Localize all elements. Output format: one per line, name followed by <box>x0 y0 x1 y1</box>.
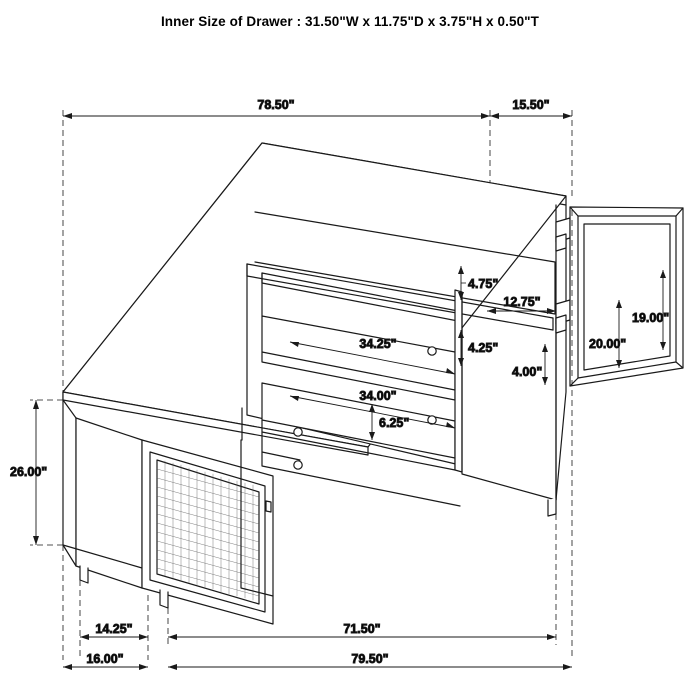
dim-label-overall-height: 26.00" <box>10 465 48 479</box>
cabinet-left-side <box>63 400 142 588</box>
open-right-door <box>570 207 683 386</box>
cabinet-leg-right <box>548 498 556 516</box>
dim-label-drawer-height-upper: 4.25" <box>468 341 499 355</box>
dim-lower-gap <box>542 344 548 385</box>
dim-label-door-swing-width: 15.50" <box>512 98 550 112</box>
dim-label-upper-shelf-height: 4.75" <box>468 277 499 291</box>
page-title: Inner Size of Drawer : 31.50"W x 11.75"D x 3.75"H x 0.50"T <box>160 14 540 29</box>
dim-label-drawer-front-width-upper: 34.25" <box>359 337 397 351</box>
center-divider <box>455 290 462 472</box>
dim-label-overall-width: 79.50" <box>351 652 389 666</box>
dim-label-door-panel-height: 19.00" <box>632 311 670 325</box>
dim-label-door-overall-height: 20.00" <box>589 337 627 351</box>
dim-label-lower-gap: 4.00" <box>512 365 543 379</box>
dim-label-side-depth: 14.25" <box>95 622 133 636</box>
door-hinges <box>556 218 570 333</box>
dim-label-side-depth-overall: 16.00" <box>86 652 124 666</box>
left-door-handle <box>266 501 271 512</box>
dim-label-drawer-front-width-lower: 34.00" <box>359 389 397 403</box>
dim-top-width <box>63 113 490 119</box>
dim-label-body-width: 71.50" <box>343 622 381 636</box>
dim-label-top-width: 78.50" <box>257 98 295 112</box>
dim-door-swing-width <box>490 113 572 119</box>
dim-label-drawer-height-lower: 6.25" <box>379 416 410 430</box>
dim-label-door-inner-depth: 12.75" <box>503 295 541 309</box>
